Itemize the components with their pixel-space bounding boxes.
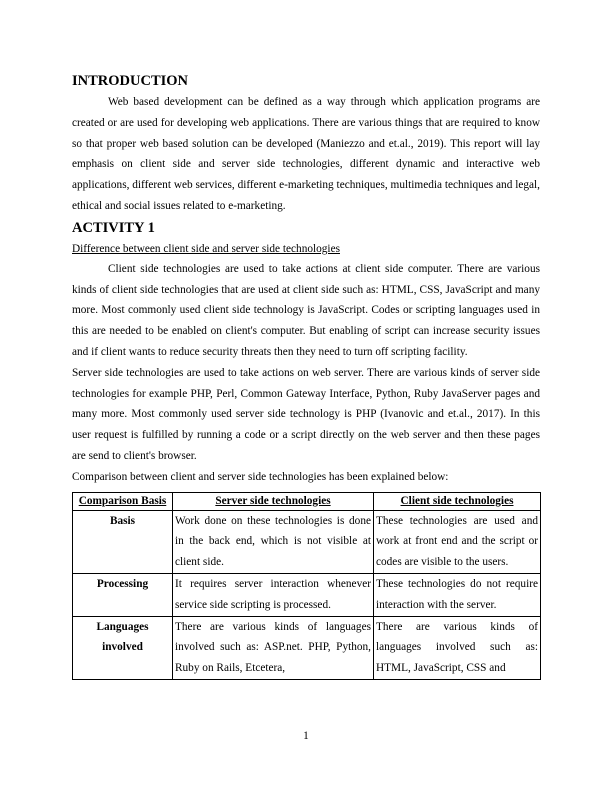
comparison-intro-paragraph: Comparison between client and server side technologies has been explained below: [72, 470, 449, 483]
row-client: These technologies are used and work at front end and the script or codes are visible to the users. [374, 510, 541, 573]
document-page [72, 72, 540, 680]
row-server: Work done on these technologies is done in the back end, which is not visible at client side. [173, 510, 374, 573]
introduction-heading: INTRODUCTION [72, 73, 189, 89]
table-header: Comparison Basis [73, 492, 173, 510]
row-server: It requires server interaction whenever service side scripting is processed. [173, 573, 374, 616]
server-side-paragraph: Server side technologies are used to take actions on web server. There are various kinds of server side technologies for example PHP, Perl, Common Gateway Interface, Python, Ruby JavaServer pages and many more. Most commonly used server side technology is PHP (Ivanovic and et.al., 2017). In this user request is fulfilled by running a code or a script directly on the web server and then these pages are send to client's browser. [72, 366, 540, 462]
table-header: Client side technologies [374, 492, 541, 510]
row-client: There are various kinds of languages involved such as: HTML, JavaScript, CSS and [374, 616, 541, 679]
row-server: There are various kinds of languages involved such as: ASP.net. PHP, Python, Ruby on Rails, Etcetera, [173, 616, 374, 679]
table-header-row [73, 492, 541, 510]
activity-subheading: Difference between client side and server side technologies [72, 242, 340, 255]
page-number: 1 [303, 730, 309, 742]
introduction-paragraph: Web based development can be defined as a way through which application programs are created or are used for developing web applications. There are various things that are required to know so that proper web based solution can be developed (Maniezzo and et.al., 2019). This report will lay emphasis on client side and server side technologies, different dynamic and interactive web applications, different web services, different e-marketing techniques, multimedia techniques and legal, ethical and social issues related to e-marketing. [72, 96, 540, 212]
table-header: Server side technologies [173, 492, 374, 510]
client-side-paragraph: Client side technologies are used to take actions at client side computer. There are various kinds of client side technologies that are used at client side such as: HTML, CSS, JavaScript and many more. Most commonly used client side technology is JavaScript. Codes or scripting languages used in this are needed to be enabled on client's computer. But enabling of script can increase security issues and if client wants to reduce security threats then they need to turn off scripting facility. [72, 262, 540, 358]
table-row [73, 573, 541, 616]
activity-heading: ACTIVITY 1 [72, 219, 155, 236]
comparison-table [72, 492, 541, 680]
row-basis: Languages involved [73, 616, 173, 679]
table-row [73, 616, 541, 679]
row-basis: Basis [73, 510, 173, 573]
table-row [73, 510, 541, 573]
row-basis: Processing [73, 573, 173, 616]
row-client: These technologies do not require interaction with the server. [374, 573, 541, 616]
